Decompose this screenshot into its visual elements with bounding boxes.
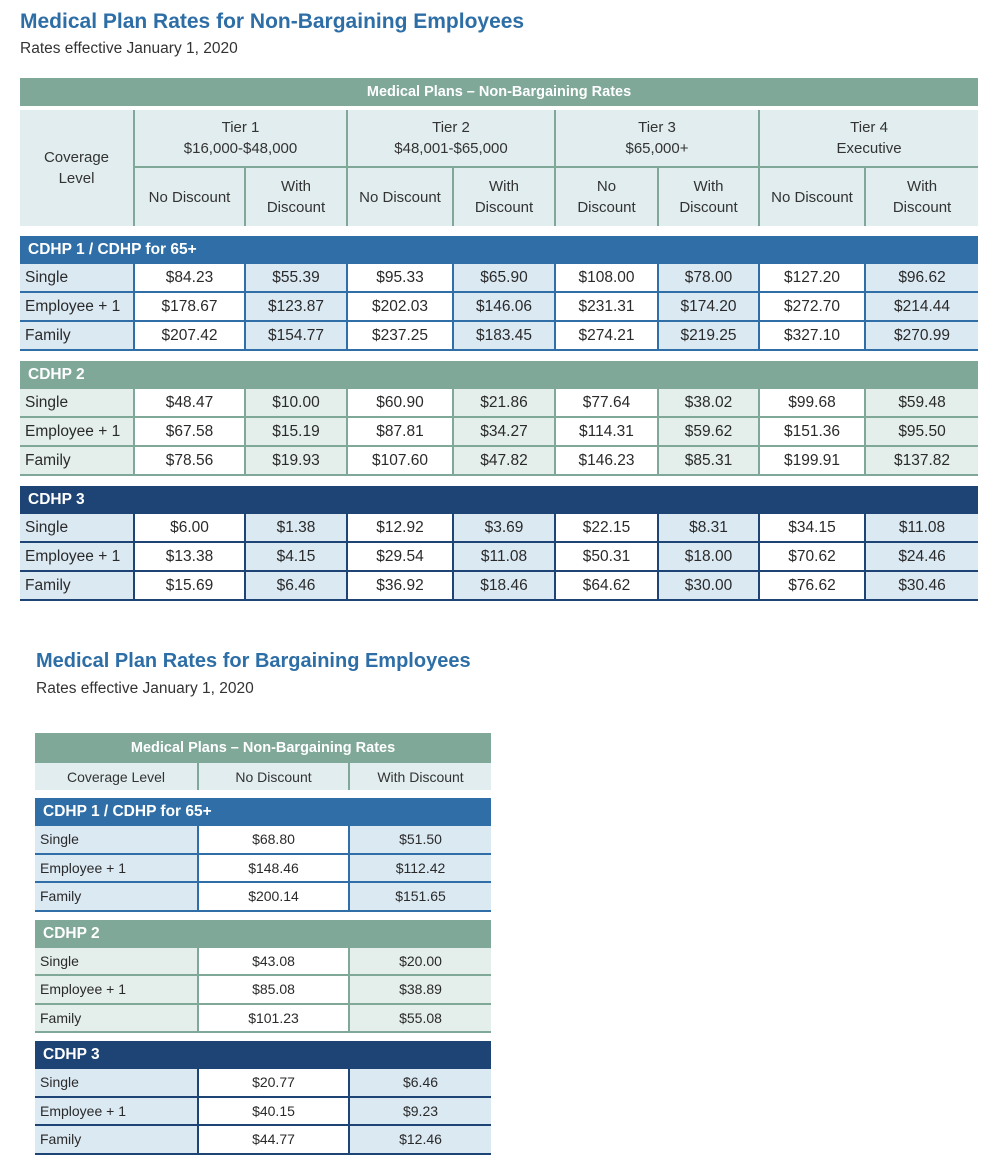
rate-cell: $11.08: [865, 514, 978, 542]
rate-cell: $78.00: [658, 264, 759, 292]
table-row: [35, 854, 491, 883]
coverage-label: Employee + 1: [35, 1097, 198, 1126]
rate-cell: $76.62: [759, 571, 865, 600]
rate-cell: $30.00: [658, 571, 759, 600]
rate-cell: $99.68: [759, 389, 865, 417]
rate-cell: $36.92: [347, 571, 453, 600]
tier-4-header: Tier 4 Executive: [759, 110, 978, 167]
table-row: [35, 826, 491, 854]
rate-cell: $6.46: [349, 1069, 491, 1097]
section-header: CDHP 3: [20, 486, 978, 514]
rate-cell: $84.23: [134, 264, 245, 292]
with-discount-header: With Discount: [658, 167, 759, 226]
rate-cell: $6.46: [245, 571, 347, 600]
rate-cell: $85.08: [198, 975, 349, 1004]
rate-cell: $70.62: [759, 542, 865, 571]
coverage-level-header: Coverage Level: [20, 110, 134, 226]
coverage-label: Family: [35, 1125, 198, 1154]
rate-cell: $108.00: [555, 264, 658, 292]
rate-cell: $96.62: [865, 264, 978, 292]
rate-cell: $15.69: [134, 571, 245, 600]
coverage-label: Family: [20, 446, 134, 475]
rate-cell: $219.25: [658, 321, 759, 350]
rate-cell: $12.92: [347, 514, 453, 542]
table-row: [20, 446, 978, 475]
rate-cell: $6.00: [134, 514, 245, 542]
with-discount-header: With Discount: [865, 167, 978, 226]
table-row: [35, 1097, 491, 1126]
rate-cell: $114.31: [555, 417, 658, 446]
rate-cell: $50.31: [555, 542, 658, 571]
rate-cell: $123.87: [245, 292, 347, 321]
no-discount-header: No Discount: [198, 763, 349, 790]
section-header: CDHP 2: [20, 361, 978, 389]
rate-cell: $38.89: [349, 975, 491, 1004]
rate-cell: $270.99: [865, 321, 978, 350]
rate-cell: $146.06: [453, 292, 555, 321]
section-header: CDHP 1 / CDHP for 65+: [20, 236, 978, 264]
rate-cell: $47.82: [453, 446, 555, 475]
rate-cell: $107.60: [347, 446, 453, 475]
rate-cell: $59.62: [658, 417, 759, 446]
table-row: [35, 975, 491, 1004]
rate-cell: $19.93: [245, 446, 347, 475]
rate-cell: $214.44: [865, 292, 978, 321]
bargaining-title: Medical Plan Rates for Bargaining Employees: [36, 650, 471, 672]
coverage-label: Single: [35, 826, 198, 854]
tier-1-header: Tier 1 $16,000-$48,000: [134, 110, 347, 167]
bargaining-rates-table: [35, 733, 491, 1155]
section-header: CDHP 2: [35, 920, 491, 948]
coverage-label: Family: [35, 882, 198, 911]
coverage-label: Family: [20, 321, 134, 350]
rate-cell: $44.77: [198, 1125, 349, 1154]
no-discount-header: No Discount: [555, 167, 658, 226]
no-discount-header: No Discount: [134, 167, 245, 226]
table-row: [20, 542, 978, 571]
rate-cell: $207.42: [134, 321, 245, 350]
rate-cell: $200.14: [198, 882, 349, 911]
tier-3-header: Tier 3 $65,000+: [555, 110, 759, 167]
rate-cell: $77.64: [555, 389, 658, 417]
section-header: CDHP 3: [35, 1041, 491, 1069]
rate-cell: $40.15: [198, 1097, 349, 1126]
rate-cell: $95.50: [865, 417, 978, 446]
coverage-label: Single: [20, 389, 134, 417]
rate-cell: $20.77: [198, 1069, 349, 1097]
coverage-label: Single: [20, 264, 134, 292]
rate-cell: $64.62: [555, 571, 658, 600]
rate-cell: $101.23: [198, 1004, 349, 1033]
rate-cell: $68.80: [198, 826, 349, 854]
rate-cell: $55.39: [245, 264, 347, 292]
tier-2-header: Tier 2 $48,001-$65,000: [347, 110, 555, 167]
with-discount-header: With Discount: [453, 167, 555, 226]
rate-cell: $199.91: [759, 446, 865, 475]
rate-cell: $178.67: [134, 292, 245, 321]
coverage-label: Single: [20, 514, 134, 542]
rate-cell: $231.31: [555, 292, 658, 321]
rate-cell: $137.82: [865, 446, 978, 475]
rate-cell: $112.42: [349, 854, 491, 883]
rate-cell: $21.86: [453, 389, 555, 417]
with-discount-header: With Discount: [349, 763, 491, 790]
rate-cell: $274.21: [555, 321, 658, 350]
rate-cell: $174.20: [658, 292, 759, 321]
rate-cell: $183.45: [453, 321, 555, 350]
rate-cell: $20.00: [349, 948, 491, 976]
rate-cell: $65.90: [453, 264, 555, 292]
coverage-label: Single: [35, 948, 198, 976]
rate-cell: $11.08: [453, 542, 555, 571]
rate-cell: $67.58: [134, 417, 245, 446]
rate-cell: $59.48: [865, 389, 978, 417]
table-row: [20, 417, 978, 446]
rate-cell: $151.36: [759, 417, 865, 446]
table-row: [35, 948, 491, 976]
no-discount-header: No Discount: [347, 167, 453, 226]
coverage-label: Single: [35, 1069, 198, 1097]
coverage-label: Employee + 1: [20, 417, 134, 446]
rate-cell: $55.08: [349, 1004, 491, 1033]
table-row: [20, 321, 978, 350]
coverage-label: Employee + 1: [20, 292, 134, 321]
rate-cell: $4.15: [245, 542, 347, 571]
rate-cell: $127.20: [759, 264, 865, 292]
rate-cell: $13.38: [134, 542, 245, 571]
rate-cell: $272.70: [759, 292, 865, 321]
rate-cell: $15.19: [245, 417, 347, 446]
rate-cell: $3.69: [453, 514, 555, 542]
rate-cell: $85.31: [658, 446, 759, 475]
rate-cell: $34.15: [759, 514, 865, 542]
rate-cell: $22.15: [555, 514, 658, 542]
rate-cell: $10.00: [245, 389, 347, 417]
coverage-label: Employee + 1: [35, 975, 198, 1004]
table-row: [35, 1069, 491, 1097]
table-row: [20, 264, 978, 292]
rate-cell: $202.03: [347, 292, 453, 321]
coverage-label: Family: [35, 1004, 198, 1033]
rate-cell: $60.90: [347, 389, 453, 417]
rate-cell: $12.46: [349, 1125, 491, 1154]
rate-cell: $48.47: [134, 389, 245, 417]
coverage-label: Employee + 1: [20, 542, 134, 571]
rate-cell: $327.10: [759, 321, 865, 350]
table-banner: Medical Plans – Non-Bargaining Rates: [35, 733, 491, 763]
effective-date: Rates effective January 1, 2020: [20, 40, 238, 57]
table-row: [20, 514, 978, 542]
rate-cell: $148.46: [198, 854, 349, 883]
coverage-label: Employee + 1: [35, 854, 198, 883]
rate-cell: $29.54: [347, 542, 453, 571]
table-row: [35, 882, 491, 911]
nonbargaining-rates-table: [20, 78, 978, 601]
rate-cell: $18.46: [453, 571, 555, 600]
table-row: [35, 1125, 491, 1154]
table-row: [20, 389, 978, 417]
page-title: Medical Plan Rates for Non-Bargaining Employees: [20, 10, 525, 33]
rate-cell: $87.81: [347, 417, 453, 446]
rate-cell: $38.02: [658, 389, 759, 417]
rate-cell: $51.50: [349, 826, 491, 854]
rate-cell: $146.23: [555, 446, 658, 475]
bargaining-effective-date: Rates effective January 1, 2020: [36, 680, 254, 697]
no-discount-header: No Discount: [759, 167, 865, 226]
rate-cell: $18.00: [658, 542, 759, 571]
rate-cell: $237.25: [347, 321, 453, 350]
rate-cell: $8.31: [658, 514, 759, 542]
rate-cell: $43.08: [198, 948, 349, 976]
rate-cell: $24.46: [865, 542, 978, 571]
coverage-level-header: Coverage Level: [35, 763, 198, 790]
with-discount-header: With Discount: [245, 167, 347, 226]
rate-cell: $30.46: [865, 571, 978, 600]
rate-cell: $154.77: [245, 321, 347, 350]
table-row: [20, 571, 978, 600]
rate-cell: $9.23: [349, 1097, 491, 1126]
rate-cell: $151.65: [349, 882, 491, 911]
rate-cell: $1.38: [245, 514, 347, 542]
rate-cell: $78.56: [134, 446, 245, 475]
rate-cell: $95.33: [347, 264, 453, 292]
rate-cell: $34.27: [453, 417, 555, 446]
section-header: CDHP 1 / CDHP for 65+: [35, 798, 491, 826]
table-row: [20, 292, 978, 321]
table-banner: Medical Plans – Non-Bargaining Rates: [20, 78, 978, 106]
coverage-label: Family: [20, 571, 134, 600]
table-row: [35, 1004, 491, 1033]
